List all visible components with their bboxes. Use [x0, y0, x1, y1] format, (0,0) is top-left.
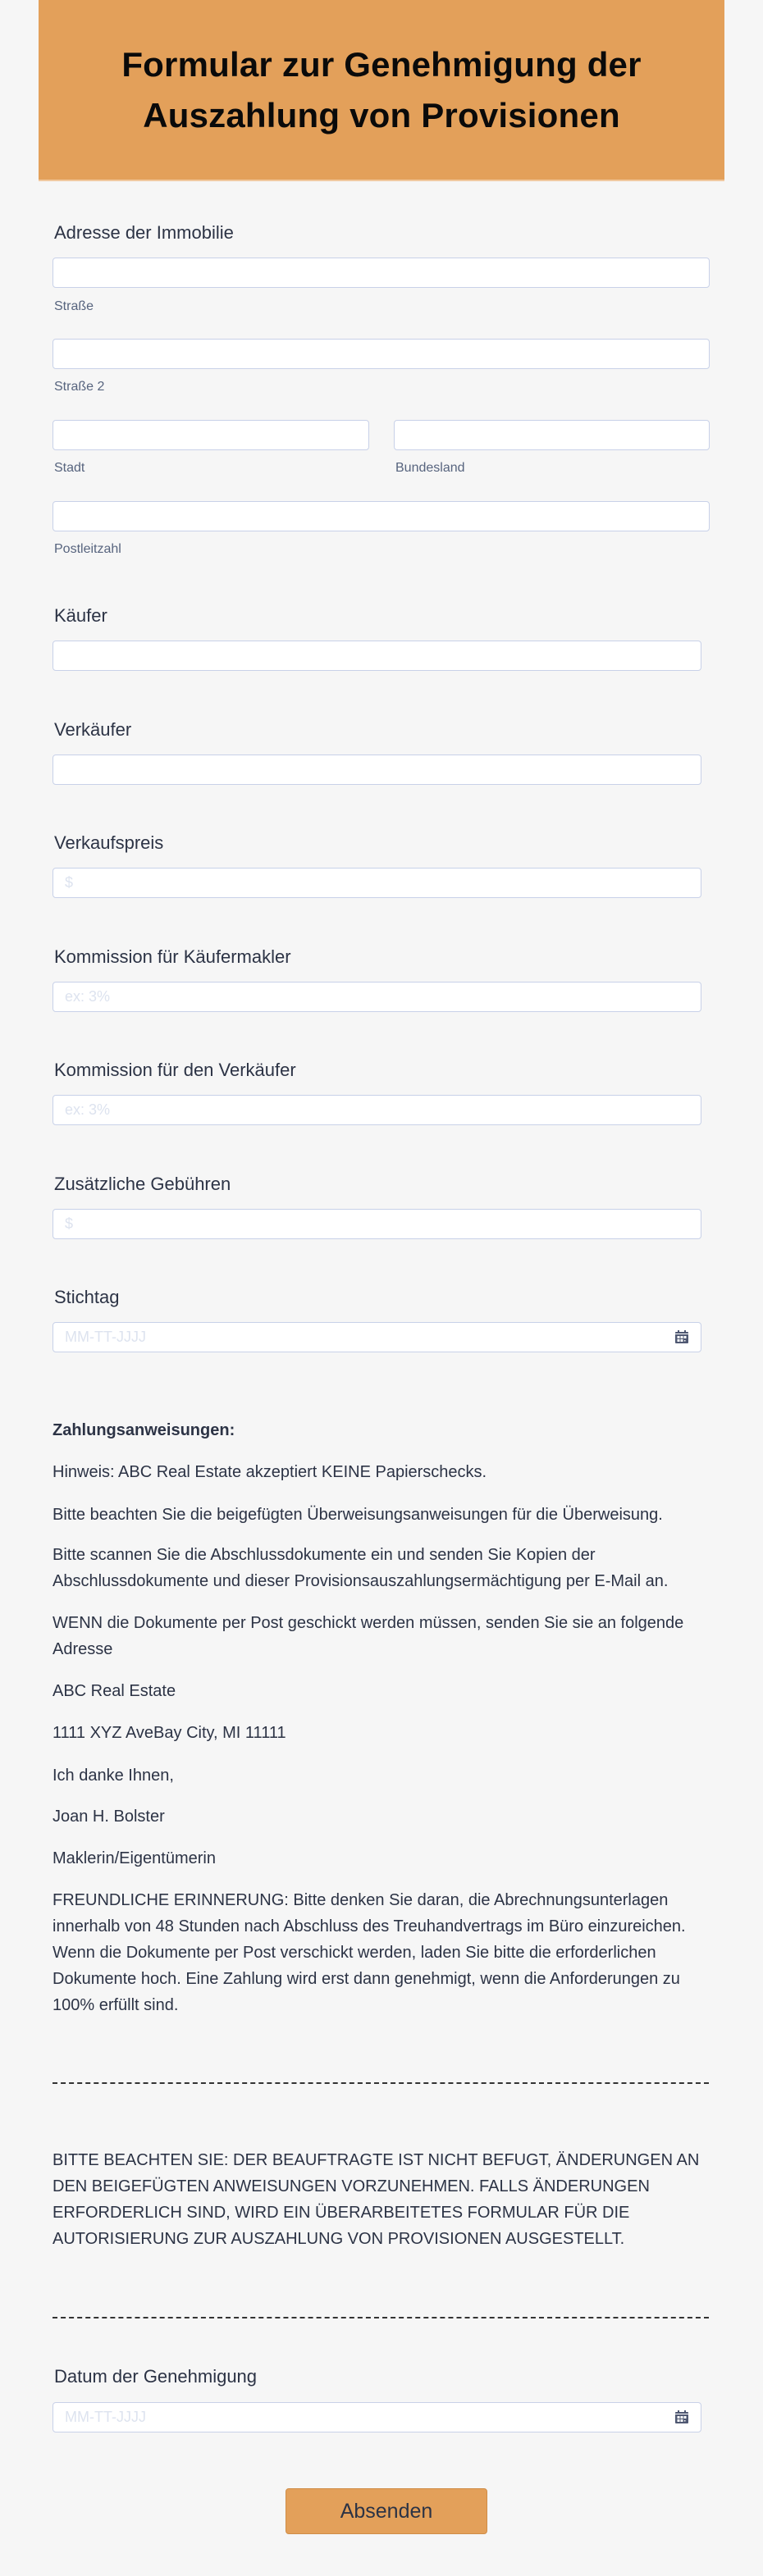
instructions-paragraph: 1111 XYZ AveBay City, MI 11111: [53, 1724, 286, 1742]
form-header: [39, 0, 724, 181]
zip-input[interactable]: [53, 501, 710, 531]
zip-sublabel: Postleitzahl: [54, 542, 121, 556]
notice-text: BITTE BEACHTEN SIE: DER BEAUFTRAGTE IST NICHT BEFUGT, ÄNDERUNGEN AN DEN BEIGEFÜGTEN ANWEISUNGEN VORZUNEHMEN. FALLS ÄNDERUNGEN ERFORDERLICH SIND, WIRD EIN ÜBERARBEITETES FORMULAR FÜR DIE AUTORISIERUNG ZUR AUSZAHLUNG VON PROVISIONEN AUSGESTELLT.: [53, 2151, 700, 2248]
street2-input[interactable]: [53, 339, 710, 369]
instructions-paragraph: Ich danke Ihnen,: [53, 1767, 174, 1785]
instructions-paragraph: Bitte beachten Sie die beigefügten Überweisungsanweisungen für die Überweisung.: [53, 1506, 663, 1524]
address-label: Adresse der Immobilie: [54, 222, 234, 243]
calendar-icon[interactable]: [674, 1329, 689, 1344]
closing-date-input[interactable]: [53, 1322, 701, 1352]
submit-button[interactable]: Absenden: [286, 2488, 487, 2534]
street2-sublabel: Straße 2: [54, 380, 105, 394]
buyer-input[interactable]: [53, 641, 701, 671]
state-input[interactable]: [394, 420, 710, 450]
additional-fees-label: Zusätzliche Gebühren: [54, 1174, 231, 1194]
instructions-reminder: FREUNDLICHE ERINNERUNG: Bitte denken Sie daran, die Abrechnungsunterlagen innerhalb von 48 Stunden nach Abschluss des Treuhandvertrags im Büro einzureichen. Wenn die Dokumente per Post verschickt werden, laden Sie bitte die erforderlichen Dokumente hoch. Eine Zahlung wird erst dann genehmigt, wenn die Anforderungen zu 100% erfüllt sind.: [53, 1891, 686, 2014]
instructions-paragraph: WENN die Dokumente per Post geschickt werden müssen, senden Sie sie an folgende Adresse: [53, 1614, 684, 1658]
city-sublabel: Stadt: [54, 461, 85, 475]
seller-commission-input[interactable]: [53, 1095, 701, 1125]
approval-date-input[interactable]: [53, 2402, 701, 2432]
instructions-paragraph: ABC Real Estate: [53, 1682, 176, 1700]
form-title: Formular zur Genehmigung der Auszahlung von Provisionen: [121, 44, 642, 134]
buyer-agent-commission-input[interactable]: [53, 982, 701, 1012]
instructions-paragraph: Bitte scannen Sie die Abschlussdokumente ein und senden Sie Kopien der Abschlussdokumente und dieser Provisionsauszahlungsermächtigung per E-Mail an.: [53, 1546, 669, 1590]
sale-price-label: Verkaufspreis: [54, 832, 164, 853]
divider: [53, 2317, 709, 2318]
approval-date-label: Datum der Genehmigung: [54, 2366, 258, 2387]
additional-fees-input[interactable]: [53, 1209, 701, 1239]
closing-date-label: Stichtag: [54, 1287, 120, 1307]
street-sublabel: Straße: [54, 299, 94, 313]
seller-label: Verkäufer: [54, 719, 132, 740]
buyer-label: Käufer: [54, 605, 107, 626]
instructions-paragraph: Maklerin/Eigentümerin: [53, 1849, 216, 1867]
buyer-agent-commission-label: Kommission für Käufermakler: [54, 946, 291, 967]
divider: [53, 2082, 709, 2084]
instructions-paragraph: Hinweis: ABC Real Estate akzeptiert KEINE Papierschecks.: [53, 1463, 487, 1481]
state-sublabel: Bundesland: [395, 461, 465, 475]
seller-input[interactable]: [53, 755, 701, 785]
city-input[interactable]: [53, 420, 369, 450]
calendar-icon[interactable]: [674, 2410, 689, 2424]
instructions-paragraph: Joan H. Bolster: [53, 1808, 165, 1826]
street-input[interactable]: [53, 258, 710, 288]
seller-commission-label: Kommission für den Verkäufer: [54, 1060, 296, 1080]
instructions-heading: Zahlungsanweisungen:: [53, 1421, 235, 1439]
sale-price-input[interactable]: [53, 868, 701, 898]
